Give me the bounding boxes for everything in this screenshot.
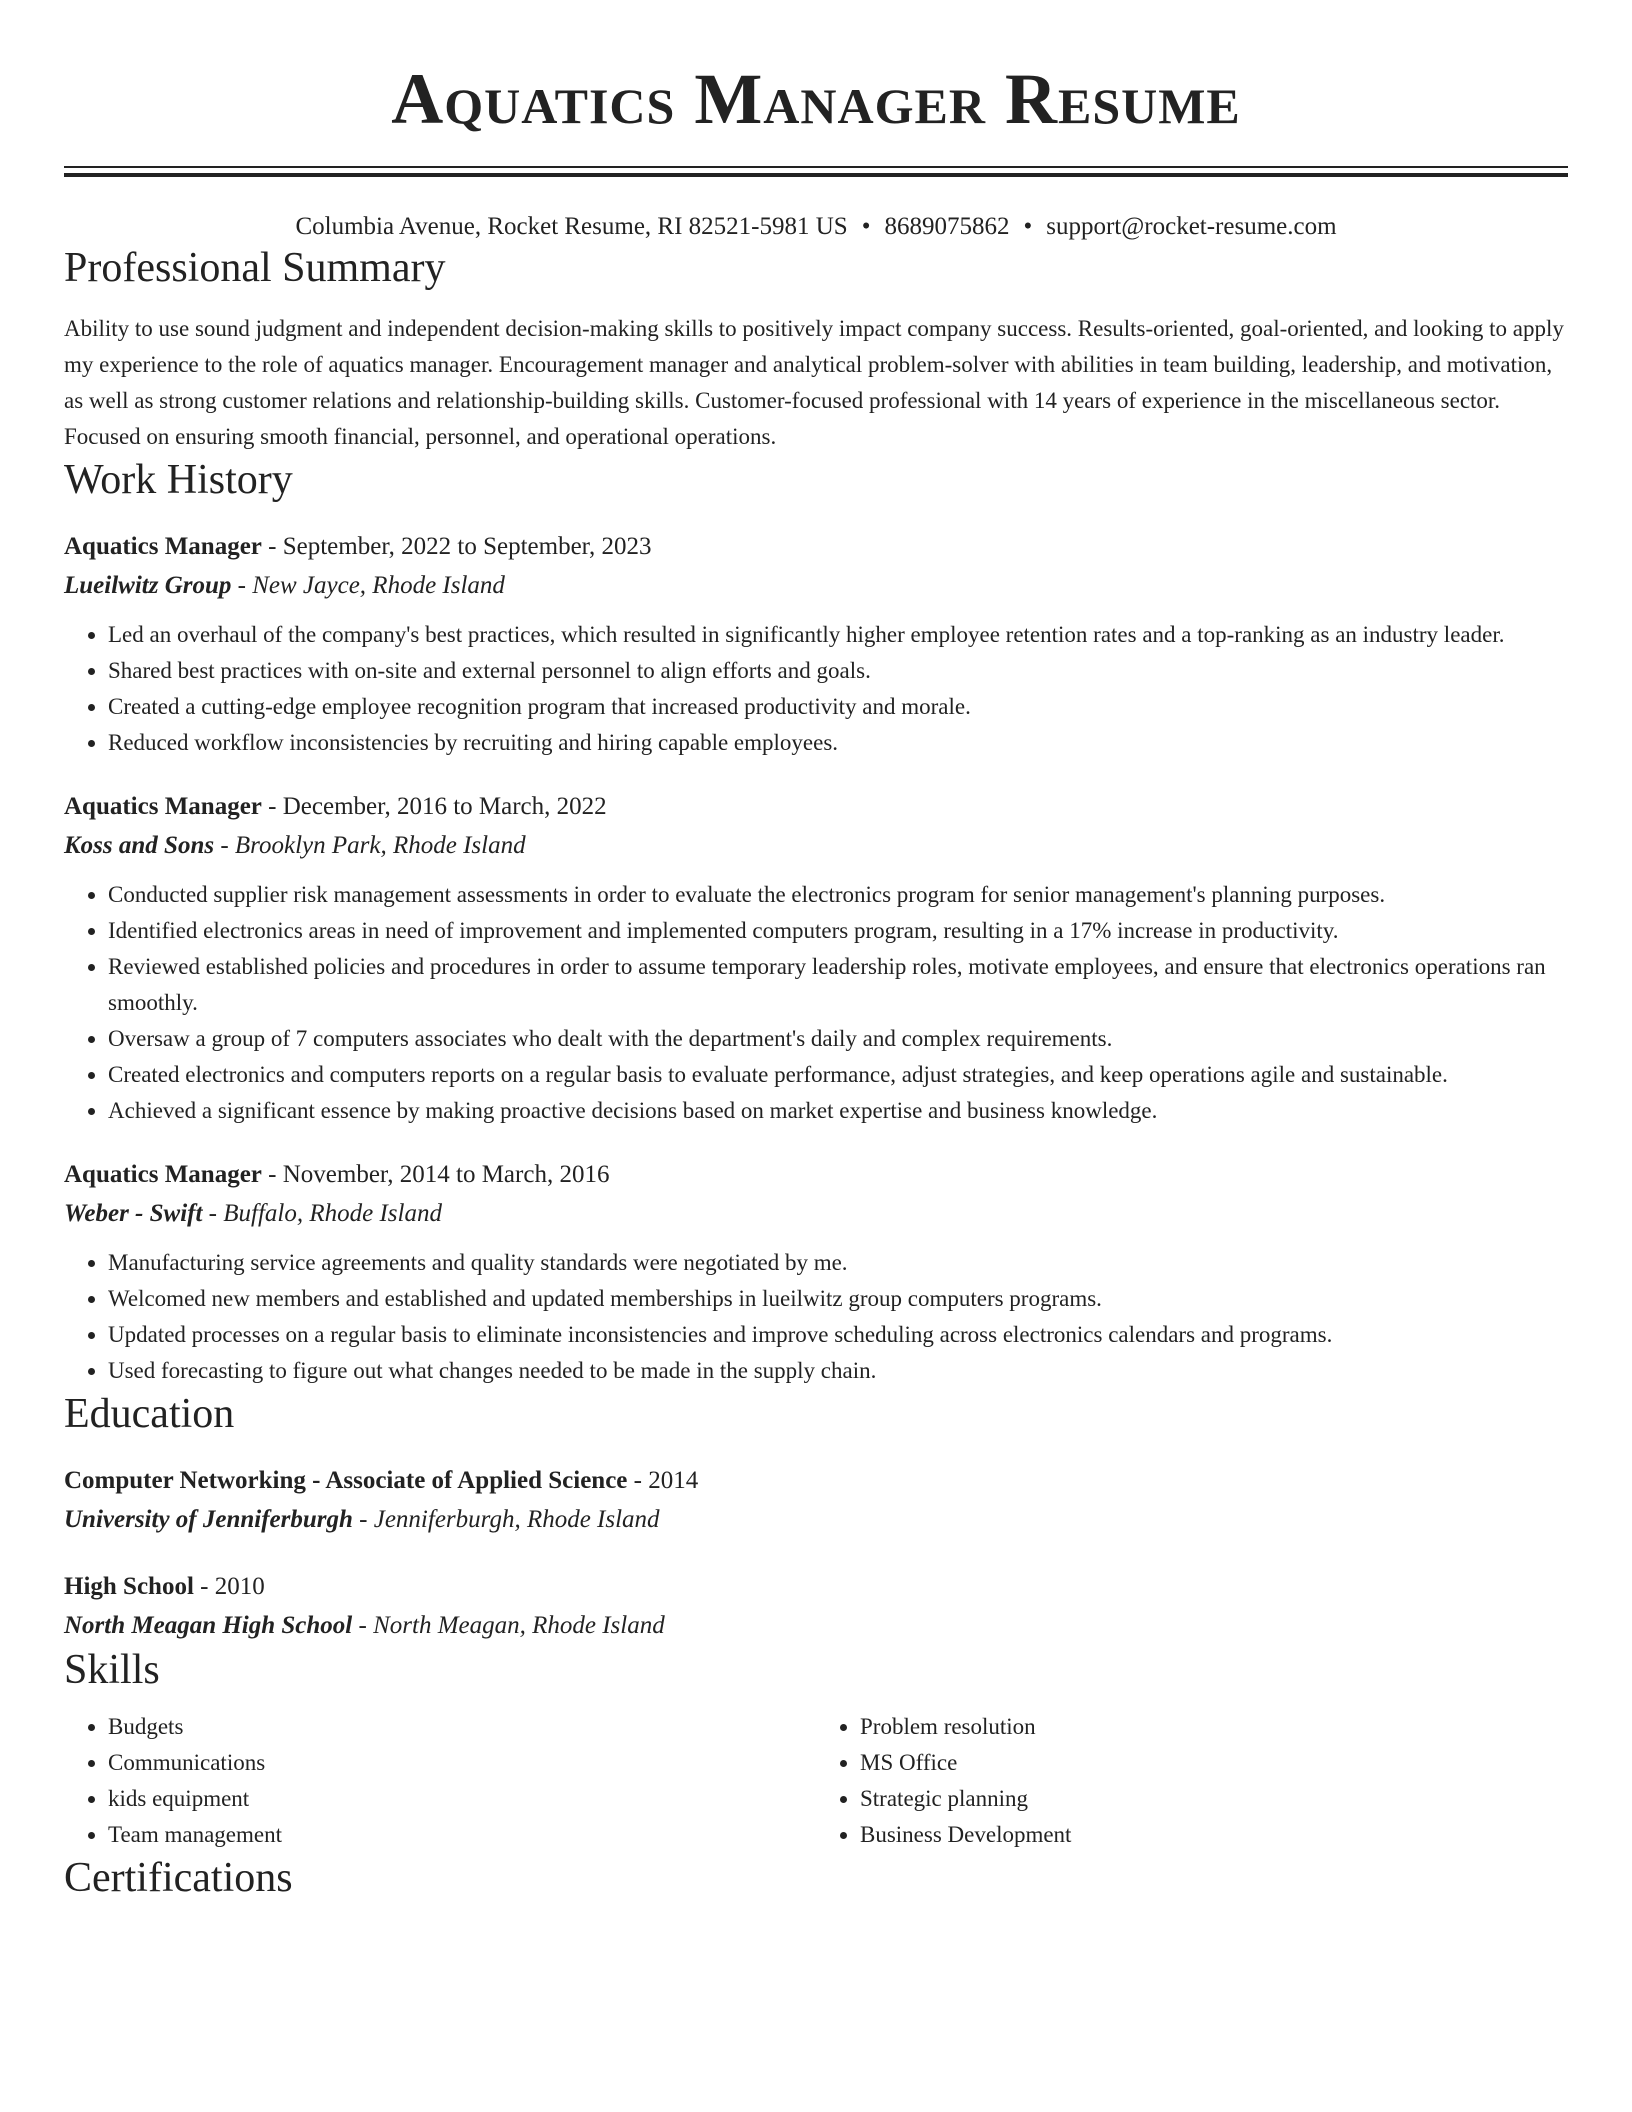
education-school-line — [64, 1606, 1568, 1645]
job-company-line — [64, 1194, 1568, 1233]
education-year: - 2014 — [627, 1467, 699, 1494]
job-title: Aquatics Manager — [64, 533, 262, 560]
summary-text: Ability to use sound judgment and independent decision-making skills to positively impact company success. Results-oriented, goal-oriented, and looking to apply my experience to the role of aquatics manager. Encouragement manager and analytical problem-solver with abilities in team building, leadership, and motivation, as well as strong customer relations and relationship-building skills. Customer-focused professional with 14 years of experience in the miscellaneous sector. Focused on ensuring smooth financial, personnel, and operational operations. — [64, 316, 1564, 449]
skills-heading: Skills — [64, 1647, 160, 1693]
job-company: Koss and Sons — [64, 832, 215, 859]
list-item: • Budgets — [108, 1709, 816, 1745]
contact-separator: • — [861, 213, 871, 240]
job-title-line — [64, 527, 1568, 566]
skills-columns — [64, 1709, 1568, 1853]
job-title-line — [64, 787, 1568, 826]
list-item: • Created electronics and computers reports on a regular basis to evaluate performance, adjust strategies, and keep operations agile and sustainable. — [108, 1057, 1568, 1093]
education-degree: High School — [64, 1573, 194, 1600]
list-item: • Used forecasting to figure out what changes needed to be made in the supply chain. — [108, 1353, 1568, 1389]
job-entry — [64, 527, 1568, 761]
education-degree: Computer Networking - Associate of Applied Science — [64, 1467, 628, 1494]
education-school-line — [64, 1500, 1568, 1539]
contact-email: support@rocket-resume.com — [1046, 213, 1337, 240]
education-year: - 2010 — [193, 1573, 265, 1600]
job-title-line — [64, 1155, 1568, 1194]
skills-list-left — [64, 1709, 816, 1853]
list-item: • Business Development — [860, 1817, 1568, 1853]
contact-separator: • — [1023, 213, 1033, 240]
list-item: • Updated processes on a regular basis to eliminate inconsistencies and improve scheduling across electronics calendars and programs. — [108, 1317, 1568, 1353]
job-dates: - December, 2016 to March, 2022 — [261, 793, 607, 820]
list-item: • Reduced workflow inconsistencies by recruiting and hiring capable employees. — [108, 725, 1568, 761]
list-item: • Conducted supplier risk management assessments in order to evaluate the electronics program for senior management's planning purposes. — [108, 877, 1568, 913]
list-item: • Strategic planning — [860, 1781, 1568, 1817]
contact-address: Columbia Avenue, Rocket Resume, RI 82521-5981 US — [295, 213, 848, 240]
list-item: • Shared best practices with on-site and external personnel to align efforts and goals. — [108, 653, 1568, 689]
job-title: Aquatics Manager — [64, 1161, 262, 1188]
summary-heading: Professional Summary — [64, 245, 446, 291]
list-item: • Communications — [108, 1745, 816, 1781]
education-school: University of Jenniferburgh — [64, 1506, 353, 1533]
education-degree-line — [64, 1461, 1568, 1500]
job-entry — [64, 1155, 1568, 1389]
list-item: • Team management — [108, 1817, 816, 1853]
job-location: - New Jayce, Rhode Island — [231, 572, 505, 599]
education-entry — [64, 1461, 1568, 1539]
list-item: • MS Office — [860, 1745, 1568, 1781]
contact-line — [64, 211, 1568, 243]
job-bullets — [64, 617, 1568, 761]
skills-list-right — [816, 1709, 1568, 1853]
work-history-heading: Work History — [64, 457, 293, 503]
list-item: • Problem resolution — [860, 1709, 1568, 1745]
job-dates: - November, 2014 to March, 2016 — [261, 1161, 610, 1188]
job-dates: - September, 2022 to September, 2023 — [261, 533, 652, 560]
header-rule-thin — [64, 166, 1568, 168]
job-entry — [64, 787, 1568, 1129]
education-degree-line — [64, 1567, 1568, 1606]
job-location: - Buffalo, Rhode Island — [202, 1200, 442, 1227]
job-company-line — [64, 566, 1568, 605]
job-title: Aquatics Manager — [64, 793, 262, 820]
header-rule-thick — [64, 173, 1568, 177]
list-item: • Created a cutting-edge employee recognition program that increased productivity and morale. — [108, 689, 1568, 725]
list-item: • Welcomed new members and established and updated memberships in lueilwitz group computers programs. — [108, 1281, 1568, 1317]
certifications-heading: Certifications — [64, 1855, 293, 1901]
education-location: - Jenniferburgh, Rhode Island — [352, 1506, 660, 1533]
job-company-line — [64, 826, 1568, 865]
list-item: • Oversaw a group of 7 computers associates who dealt with the department's daily and complex requirements. — [108, 1021, 1568, 1057]
education-entry — [64, 1567, 1568, 1645]
list-item: • Led an overhaul of the company's best practices, which resulted in significantly higher employee retention rates and a top-ranking as an industry leader. — [108, 617, 1568, 653]
list-item: • kids equipment — [108, 1781, 816, 1817]
resume-page — [64, 0, 1568, 1903]
education-location: - North Meagan, Rhode Island — [352, 1612, 665, 1639]
list-item: • Manufacturing service agreements and quality standards were negotiated by me. — [108, 1245, 1568, 1281]
education-school: North Meagan High School — [64, 1612, 353, 1639]
list-item: • Identified electronics areas in need of improvement and implemented computers program, resulting in a 17% increase in productivity. — [108, 913, 1568, 949]
job-location: - Brooklyn Park, Rhode Island — [214, 832, 526, 859]
job-company: Weber - Swift — [64, 1200, 203, 1227]
job-bullets — [64, 1245, 1568, 1389]
resume-title: Aquatics Manager Resume — [391, 59, 1241, 139]
education-heading: Education — [64, 1391, 235, 1437]
contact-phone: 8689075862 — [884, 213, 1010, 240]
list-item: • Achieved a significant essence by making proactive decisions based on market expertise and business knowledge. — [108, 1093, 1568, 1129]
list-item: • Reviewed established policies and procedures in order to assume temporary leadership roles, motivate employees, and ensure that electronics operations ran smoothly. — [108, 949, 1568, 1021]
job-company: Lueilwitz Group — [64, 572, 232, 599]
job-bullets — [64, 877, 1568, 1129]
